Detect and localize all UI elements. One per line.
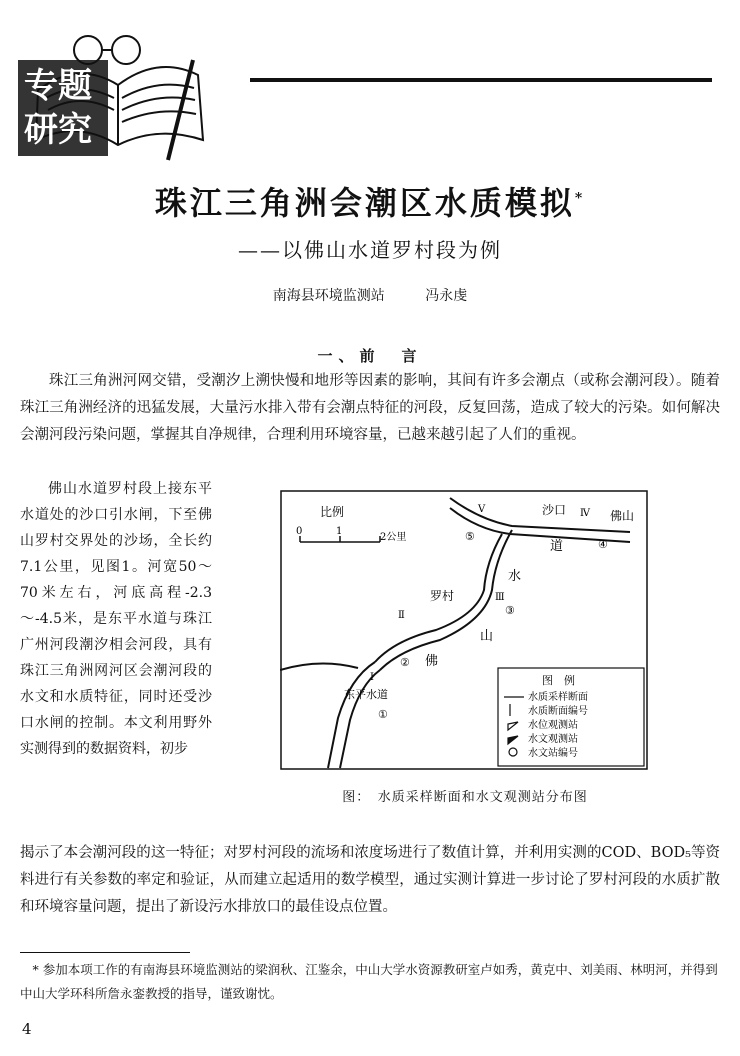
byline xyxy=(0,285,740,305)
page-number: 4 xyxy=(22,1020,32,1038)
station-3: ③ xyxy=(505,604,515,617)
scale-zero: 0 xyxy=(296,526,303,537)
legend-item-5: 水文站编号 xyxy=(528,748,578,759)
paragraph-intro: 珠江三角洲河网交错，受潮汐上溯快慢和地形等因素的影响，其间有许多会潮点（或称会潮河段）。随着珠江三角洲经济的迅猛发展，大量污水排入带有会潮点特征的河段，反复回荡，造成了较大的污染。如何解决会潮河段污染问题，掌握其自净规律，合理利用环境容量，已越来越引起了人们的重视。 xyxy=(20,373,720,443)
river-char-4: 佛 xyxy=(425,654,439,669)
logo-line1: 专题 xyxy=(24,66,92,106)
article-subtitle: ——以佛山水道罗村段为例 xyxy=(238,238,502,262)
place-dongping: 东平水道 xyxy=(344,688,388,701)
scale-one: 1 xyxy=(336,526,343,537)
river-char-2: 水 xyxy=(508,569,522,584)
legend-item-1: 水质采样断面 xyxy=(528,692,588,703)
section-mark-1: Ⅰ xyxy=(370,672,374,683)
paragraph-continued: 揭示了本会潮河段的这一特征；对罗村河段的流场和浓度场进行了数值计算，并利用实测的COD、BOD₅等资料进行有关参数的率定和验证，从而建立起适用的数学模型，通过实测计算进一步讨论了罗村河段的水质扩散和环境容量问题，提出了新设污水排放口的最佳设点位置。 xyxy=(20,845,720,915)
title-footnote-mark: * xyxy=(574,190,586,207)
section-mark-5: Ⅴ xyxy=(478,504,486,515)
map-figure xyxy=(280,490,648,770)
article-title: 珠江三角洲会潮区水质模拟* xyxy=(154,184,586,222)
column-logo xyxy=(18,20,218,170)
legend-title: 图 例 xyxy=(542,674,575,687)
section-heading: 一、前 言 xyxy=(317,347,423,365)
station-2: ② xyxy=(400,656,410,669)
station-4: ④ xyxy=(598,538,608,551)
legend-item-2: 水质断面编号 xyxy=(528,706,588,717)
section-mark-4: Ⅳ xyxy=(580,508,590,519)
river-map xyxy=(280,490,648,770)
station-1: ① xyxy=(378,708,388,721)
legend-item-4: 水文观测站 xyxy=(528,734,578,745)
author: 冯永虔 xyxy=(425,288,468,304)
river-char-3: 山 xyxy=(480,629,494,644)
station-5: ⑤ xyxy=(465,530,475,543)
scale-title: 比例 xyxy=(320,505,345,519)
logo-text xyxy=(24,64,92,152)
figure-caption: 图： 水质采样断面和水文观测站分布图 xyxy=(342,790,588,805)
section-mark-2: Ⅱ xyxy=(398,610,405,621)
header-rule xyxy=(250,78,712,82)
affiliation: 南海县环境监测站 xyxy=(272,288,385,304)
place-shakou: 沙口 xyxy=(542,503,567,517)
paragraph-side: 佛山水道罗村段上接东平水道处的沙口引水闸，下至佛山罗村交界处的沙场，全长约7.1公里，见图1。河宽50～70米左右，河底高程-2.3～-4.5米，是东平水道与珠江广州河段潮汐相会河段，具有珠江三角洲网河区会潮河段的水文和水质特征，同时还受沙口水闸的控制。本文利用野外实测得到的数据资料，初步 xyxy=(20,481,212,757)
place-foshan: 佛山 xyxy=(610,509,635,523)
river-char-1: 道 xyxy=(550,539,564,554)
scale-km: 2公里 xyxy=(380,532,407,543)
footnote-rule xyxy=(20,952,190,953)
logo-line2: 研究 xyxy=(24,110,92,150)
section-mark-3: Ⅲ xyxy=(495,592,505,603)
footnote: * 参加本项工作的有南海县环境监测站的梁润秋、江鉴余，中山大学水资源教研室卢如秀，黄克中、刘美雨、林明河，并得到中山大学环科所詹永銮教授的指导，谨致谢忱。 xyxy=(20,962,718,1001)
place-luocun: 罗村 xyxy=(430,589,455,603)
legend-item-3: 水位观测站 xyxy=(528,720,578,731)
